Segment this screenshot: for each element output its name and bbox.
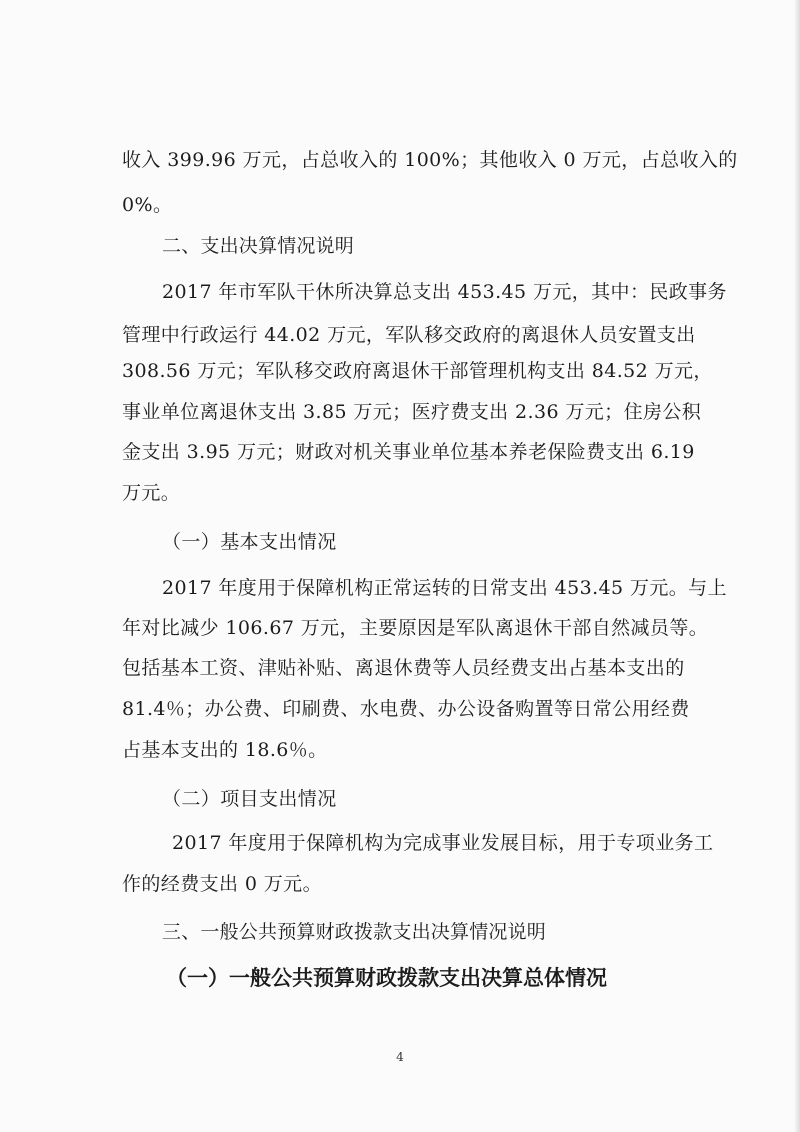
body-text-line: 2017 年市军队干休所决算总支出 453.45 万元，其中：民政事务 <box>162 281 727 303</box>
body-text-line: 2017 年度用于保障机构正常运转的日常支出 453.45 万元。与上 <box>162 577 727 599</box>
body-text-line: 事业单位离退休支出 3.85 万元；医疗费支出 2.36 万元；住房公积 <box>122 401 702 423</box>
body-text-line: 0%。 <box>122 194 173 216</box>
section-heading: 三、一般公共预算财政拨款支出决算情况说明 <box>162 921 547 943</box>
body-text-line: 308.56 万元；军队移交政府离退休干部管理机构支出 84.52 万元， <box>122 360 713 382</box>
subsection-heading: （二）项目支出情况 <box>162 788 337 810</box>
body-text-line: 年对比减少 106.67 万元，主要原因是军队离退休干部自然减员等。 <box>122 617 709 639</box>
body-text-line: 万元。 <box>122 482 181 504</box>
body-text-line: 2017 年度用于保障机构为完成事业发展目标，用于专项业务工 <box>172 832 714 854</box>
body-text-line: 占基本支出的 18.6％。 <box>122 739 328 761</box>
page-number: 4 <box>396 1050 404 1064</box>
section-heading: 二、支出决算情况说明 <box>162 235 355 257</box>
body-text-line: 收入 399.96 万元，占总收入的 100%；其他收入 0 万元，占总收入的 <box>122 149 738 171</box>
scan-edge-shadow <box>794 0 800 1132</box>
body-text-line: 81.4％；办公费、印刷费、水电费、办公设备购置等日常公用经费 <box>122 698 690 720</box>
body-text-line: 管理中行政运行 44.02 万元，军队移交政府的离退休人员安置支出 <box>122 324 696 346</box>
body-text-line: 金支出 3.95 万元；财政对机关事业单位基本养老保险费支出 6.19 <box>122 441 695 463</box>
body-text-line: 作的经费支出 0 万元。 <box>122 873 322 895</box>
subsection-heading: （一）基本支出情况 <box>162 531 337 553</box>
body-text-line: 包括基本工资、津贴补贴、离退休费等人员经费支出占基本支出的 <box>122 657 685 679</box>
subsection-heading-bold: （一）一般公共预算财政拨款支出决算总体情况 <box>166 966 607 990</box>
